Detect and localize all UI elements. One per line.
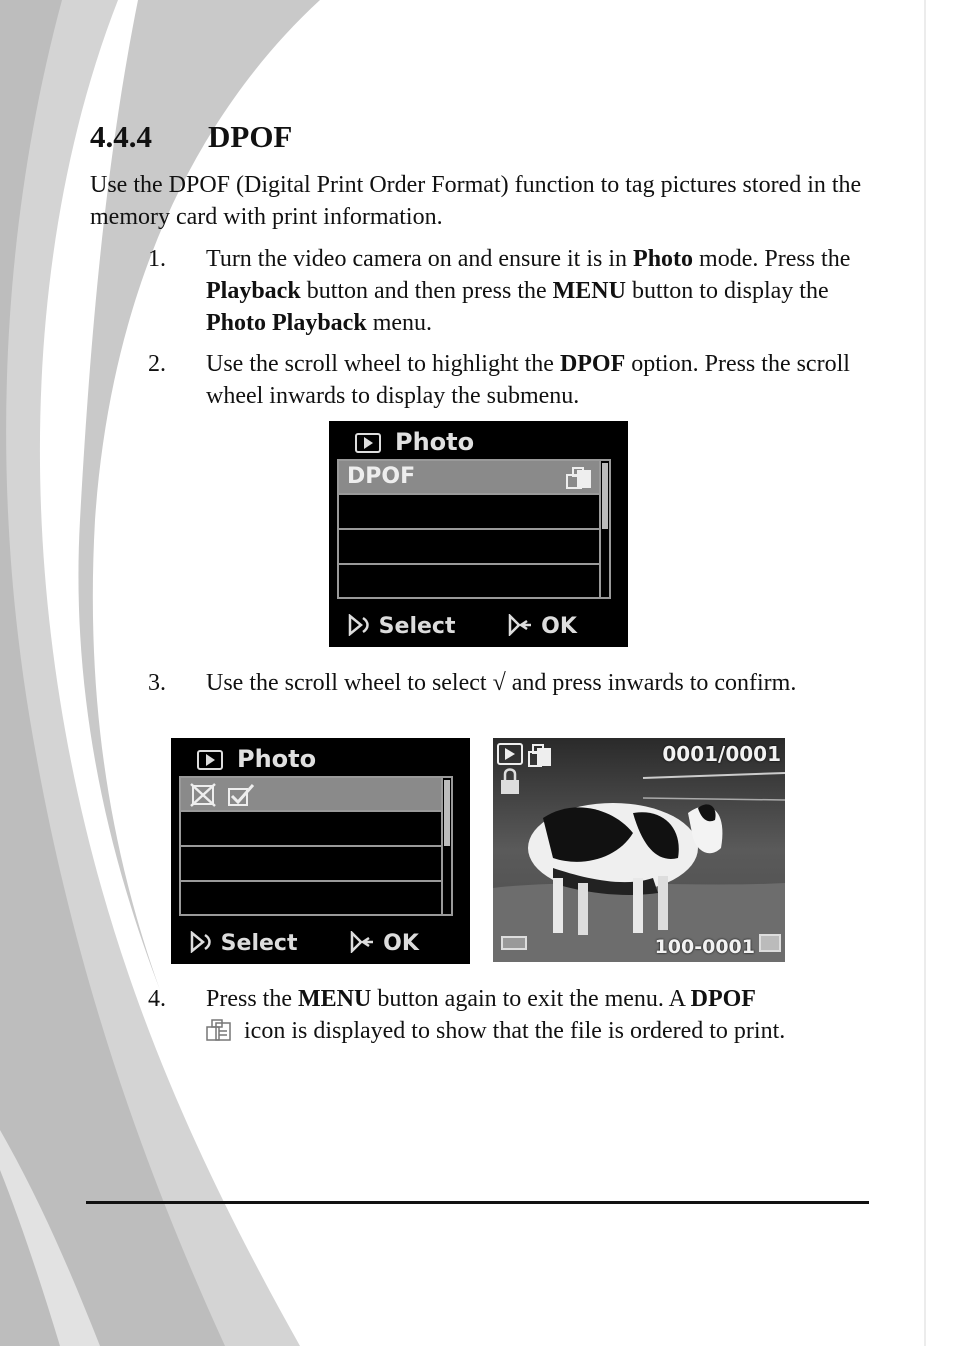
- cancel-print-icon: [191, 784, 215, 806]
- menu-item-empty: [339, 531, 601, 565]
- scrollbar: [599, 461, 609, 597]
- step-text: Turn the video camera on and ensure it is in Photo mode. Press the Playback button and then press the MENU button to display the Photo Playback menu.: [206, 246, 851, 336]
- menu-list: [337, 459, 611, 599]
- menu-item-dpof[interactable]: DPOF: [339, 461, 601, 495]
- menu-item-empty: [181, 848, 443, 882]
- screen-header: Photo: [197, 744, 316, 774]
- step-number: 3.: [148, 670, 166, 696]
- menu-list: [179, 776, 453, 916]
- screen-header: Photo: [355, 427, 474, 457]
- lock-icon: [501, 770, 519, 795]
- playback-photo-view: [493, 738, 785, 962]
- step-number: 1.: [148, 246, 166, 272]
- footer-rule: [86, 1201, 869, 1204]
- playback-icon: [355, 433, 381, 453]
- menu-item-empty: [181, 813, 443, 847]
- section-number: 4.4.4: [90, 119, 152, 154]
- checkbox-checked-icon: [229, 785, 253, 805]
- menu-item-empty: [339, 496, 601, 530]
- dpof-print-icon: [529, 745, 551, 766]
- dpof-print-icon: [565, 466, 595, 490]
- step-text: Press the MENU button again to exit the menu. A DPOF icon is displayed to show that the file is ordered to print.: [206, 986, 786, 1044]
- menu-item-options[interactable]: [181, 778, 443, 812]
- press-icon: [507, 614, 541, 636]
- dpof-print-icon: [206, 1019, 232, 1041]
- camera-screen-dpof-submenu: [171, 738, 470, 964]
- press-icon: [349, 931, 383, 953]
- section-title: DPOF: [208, 119, 293, 154]
- scroll-wheel-icon: [347, 614, 371, 636]
- step-text: Use the scroll wheel to highlight the DPOF option. Press the scroll wheel inwards to display the submenu.: [206, 351, 850, 409]
- camera-screen-dpof-menu: [329, 421, 628, 647]
- step-number: 2.: [148, 351, 166, 377]
- memory-card-icon: [759, 934, 781, 952]
- screen-footer: Select OK: [347, 613, 577, 641]
- menu-item-empty: [181, 882, 443, 916]
- menu-item-empty: [339, 565, 601, 599]
- playback-icon: [498, 744, 522, 764]
- photo-counter: 0001/0001: [662, 742, 781, 766]
- scroll-wheel-icon: [189, 931, 213, 953]
- step-number: 4.: [148, 986, 166, 1012]
- intro-paragraph: Use the DPOF (Digital Print Order Format) function to tag pictures stored in the memory card with print information.: [90, 172, 862, 230]
- scrollbar: [441, 778, 451, 914]
- playback-icon: [197, 750, 223, 770]
- screen-footer: Select OK: [189, 930, 419, 958]
- battery-icon: [501, 936, 527, 950]
- file-number: 100-0001: [654, 936, 755, 958]
- step-text: Use the scroll wheel to select √ and press inwards to confirm.: [206, 670, 797, 696]
